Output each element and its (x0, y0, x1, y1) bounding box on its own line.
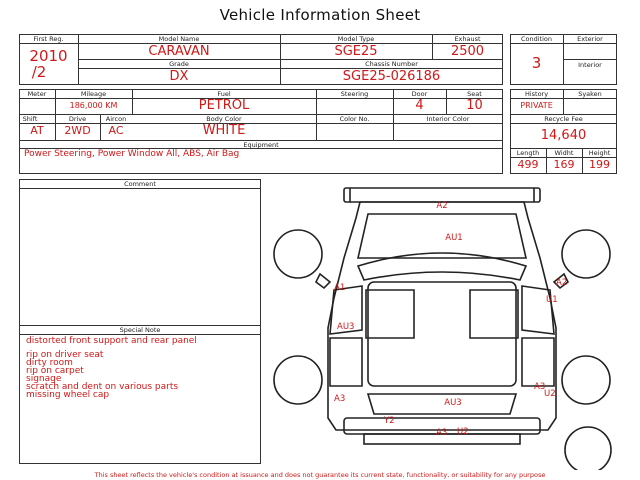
model-name-label: Model Name (158, 35, 200, 43)
model-name-value: CARAVAN (148, 44, 210, 59)
damage-mark: U2 (457, 427, 469, 437)
equipment-value: Power Steering, Power Window All, ABS, Air Bag (24, 149, 240, 159)
seat-label: Seat (467, 90, 482, 98)
first-reg-year: 2010 (29, 47, 68, 65)
condition-label: Condition (520, 35, 553, 43)
history-label: History (524, 90, 549, 98)
model-type-label: Model Type (337, 35, 375, 43)
fuel-value: PETROL (198, 98, 250, 113)
exhaust-value: 2500 (450, 44, 485, 59)
first-reg-label: First Reg. (33, 35, 64, 43)
aircon-value: AC (108, 124, 124, 137)
rear-left-wheel (274, 356, 322, 404)
special-note-label: Special Note (119, 326, 161, 334)
condition-value: 3 (531, 54, 542, 72)
fuel-label: Fuel (217, 90, 231, 98)
damage-mark: A2 (436, 201, 448, 211)
length-value: 499 (517, 158, 539, 171)
drive-value: 2WD (64, 124, 91, 137)
grade-label: Grade (169, 60, 189, 68)
special-note-line: scratch and dent on various parts (26, 382, 179, 392)
hood-panel (358, 214, 526, 258)
comment-box (19, 179, 261, 464)
recycle-fee-value: 14,640 (540, 128, 587, 143)
rear-right-wheel (562, 356, 610, 404)
left-rear-panel (330, 338, 362, 386)
damage-mark: A1 (334, 283, 346, 293)
damage-mark: Y2 (384, 416, 395, 426)
body-color-value: WHITE (202, 123, 246, 138)
width-label: Widht (554, 149, 574, 157)
exterior-label: Exterior (577, 35, 603, 43)
color-no-label: Color No. (339, 115, 370, 123)
damage-mark: A3 (334, 394, 346, 404)
aircon-label: Aircon (105, 115, 127, 123)
chassis-label: Chassis Number (365, 60, 418, 68)
right-rear-panel (522, 338, 554, 386)
sheet-title: Vehicle Information Sheet (219, 6, 421, 24)
special-note-line: rip on driver seat (26, 350, 104, 360)
special-note-line: dirty room (26, 358, 73, 368)
rear-window (368, 394, 516, 414)
car-damage-diagram (264, 178, 624, 470)
damage-mark: AU3 (337, 322, 355, 332)
length-label: Length (516, 149, 540, 157)
door-label: Door (411, 90, 428, 98)
damage-mark: A2 (556, 278, 568, 288)
damage-mark: U2 (544, 389, 556, 399)
damage-mark: A3 (436, 428, 448, 438)
first-reg-month: /2 (31, 63, 47, 81)
front-left-wheel (274, 230, 322, 278)
mileage-label: Mileage (80, 90, 107, 98)
left-side-glass (366, 290, 414, 338)
recycle-fee-label: Recycle Fee (544, 115, 583, 123)
damage-mark: A3 (534, 382, 546, 392)
grade-value: DX (169, 69, 189, 84)
height-value: 199 (589, 158, 610, 171)
interior-color-label: Interior Color (426, 115, 470, 123)
front-right-wheel (562, 230, 610, 278)
equipment-label: Equipment (243, 141, 279, 149)
height-label: Height (588, 149, 611, 157)
meter-label: Meter (27, 90, 47, 98)
door-value: 4 (415, 98, 424, 113)
drive-label: Drive (68, 115, 87, 123)
right-side-glass (470, 290, 518, 338)
model-type-value: SGE25 (334, 44, 378, 59)
seat-value: 10 (466, 98, 483, 113)
windshield (358, 253, 526, 280)
spare-wheel (565, 427, 611, 470)
mileage-value: 186,000 KM (69, 101, 118, 110)
history-value: PRIVATE (520, 101, 553, 110)
damage-mark: AU3 (444, 398, 462, 408)
body-color-label: Body Color (206, 115, 242, 123)
shift-label: Shift (22, 115, 38, 123)
syaken-label: Syaken (578, 90, 602, 98)
width-value: 169 (553, 158, 575, 171)
comment-label: Comment (124, 180, 156, 188)
roof-panel (368, 282, 516, 386)
special-note-line: missing wheel cap (26, 390, 110, 400)
special-note-line: distorted front support and rear panel (26, 336, 197, 346)
special-note-line: rip on carpet (26, 366, 84, 376)
left-mirror (316, 274, 330, 288)
exhaust-label: Exhaust (454, 35, 481, 43)
damage-mark: AU1 (445, 233, 463, 243)
chassis-value: SGE25-026186 (342, 69, 441, 84)
damage-mark: U1 (546, 295, 558, 305)
special-note-line: signage (26, 374, 62, 384)
disclaimer-footer: This sheet reflects the vehicle's condition at issuance and does not guarantee its current state, functionality, or suitability for any purpose (94, 471, 546, 479)
shift-value: AT (30, 124, 44, 137)
steering-label: Steering (340, 90, 369, 98)
front-bumper (344, 188, 540, 202)
interior-label: Interior (578, 61, 602, 69)
